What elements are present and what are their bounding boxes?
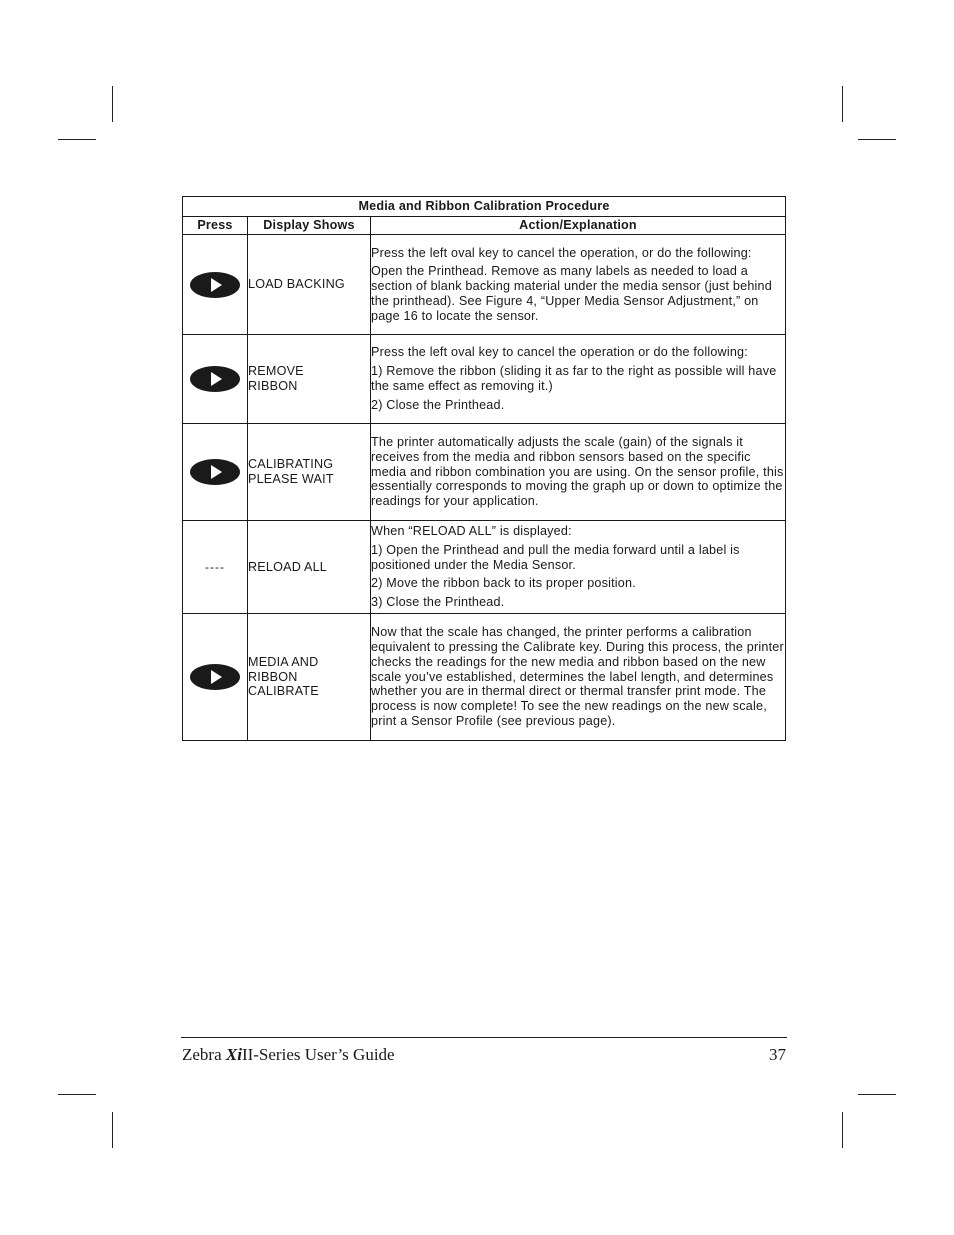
display-cell — [248, 424, 371, 521]
action-text: 1) Remove the ribbon (sliding it as far to the right as possible will have the same effect as removing it.) — [371, 364, 777, 393]
press-cell — [183, 424, 248, 521]
action-cell — [371, 424, 786, 521]
display-cell — [248, 614, 371, 741]
column-header-press: Press — [183, 217, 248, 235]
oval-right-arrow-key-icon — [190, 664, 240, 690]
column-header-display: Display Shows — [248, 217, 371, 235]
calibration-procedure-table — [182, 196, 786, 741]
oval-right-arrow-key-icon — [190, 459, 240, 485]
action-text: Open the Printhead. Remove as many labels as needed to load a section of blank backing material under the media sensor (just behind the printhead). See Figure 4, “Upper Media Sensor Adjustment,” on page 16 to locate the sensor. — [371, 264, 772, 323]
action-cell — [371, 335, 786, 424]
action-text: 2) Close the Printhead. — [371, 397, 505, 412]
press-cell — [183, 235, 248, 335]
footer-rule — [181, 1037, 787, 1038]
crop-mark-bottom-right-vertical — [842, 1112, 843, 1148]
action-text: Press the left oval key to cancel the operation, or do the following: — [371, 245, 752, 260]
table-row — [183, 335, 786, 424]
table-row — [183, 614, 786, 741]
action-text: Press the left oval key to cancel the operation or do the following: — [371, 345, 748, 360]
display-text: RIBBON — [248, 379, 298, 393]
column-header-action: Action/Explanation — [371, 217, 786, 235]
footer-guide-title — [182, 1045, 395, 1065]
press-cell — [183, 521, 248, 614]
no-key-dashes: ---- — [205, 559, 225, 574]
crop-mark-top-right-horizontal — [858, 139, 896, 140]
action-text: 1) Open the Printhead and pull the media forward until a label is positioned under the Media Sensor. — [371, 542, 740, 572]
page-number: 37 — [769, 1045, 786, 1064]
display-cell — [248, 335, 371, 424]
crop-mark-top-left-vertical — [112, 86, 113, 122]
action-cell — [371, 235, 786, 335]
footer-model: Xi — [225, 1045, 242, 1064]
display-text: CALIBRATE — [248, 684, 319, 699]
press-cell — [183, 614, 248, 741]
action-text: 2) Move the ribbon back to its proper position. — [371, 576, 636, 591]
display-text: REMOVE — [248, 364, 304, 379]
crop-mark-top-left-horizontal — [58, 139, 96, 140]
crop-mark-bottom-left-horizontal — [58, 1094, 96, 1095]
oval-right-arrow-key-icon — [190, 366, 240, 392]
action-text: The printer automatically adjusts the scale (gain) of the signals it receives from the media and ribbon sensors based on the specific media and ribbon combination you are using. On the sensor profile, this essentially corresponds to moving the graph up or down to optimize the readings for your application. — [371, 435, 784, 509]
action-cell — [371, 521, 786, 614]
action-text: Now that the scale has changed, the printer performs a calibration equivalent to pressing the Calibrate key. During this process, the printer checks the readings for the new media and ribbon based on the new scale you’ve established, determines the label length, and determines whether you are in thermal direct or thermal transfer print mode. The process is now complete! To see the new readings on the new scale, print a Sensor Profile (see previous page). — [371, 625, 784, 728]
display-text: MEDIA AND — [248, 654, 319, 669]
display-text: LOAD BACKING — [248, 277, 345, 292]
table-row — [183, 521, 786, 614]
footer-brand: Zebra — [182, 1045, 226, 1064]
table-row — [183, 424, 786, 521]
table-title: Media and Ribbon Calibration Procedure — [183, 197, 786, 217]
oval-right-arrow-key-icon — [190, 272, 240, 298]
display-cell — [248, 521, 371, 614]
crop-mark-top-right-vertical — [842, 86, 843, 122]
action-cell — [371, 614, 786, 741]
action-text: 3) Close the Printhead. — [371, 595, 505, 610]
press-cell — [183, 335, 248, 424]
crop-mark-bottom-right-horizontal — [858, 1094, 896, 1095]
display-cell — [248, 235, 371, 335]
crop-mark-bottom-left-vertical — [112, 1112, 113, 1148]
action-text: When “RELOAD ALL” is displayed: — [371, 524, 572, 538]
display-text: RIBBON — [248, 669, 298, 684]
footer-guide: II-Series User’s Guide — [241, 1045, 395, 1064]
display-text: CALIBRATING — [248, 457, 334, 472]
display-text: RELOAD ALL — [248, 559, 328, 574]
display-text: PLEASE WAIT — [248, 472, 334, 486]
table-row — [183, 235, 786, 335]
